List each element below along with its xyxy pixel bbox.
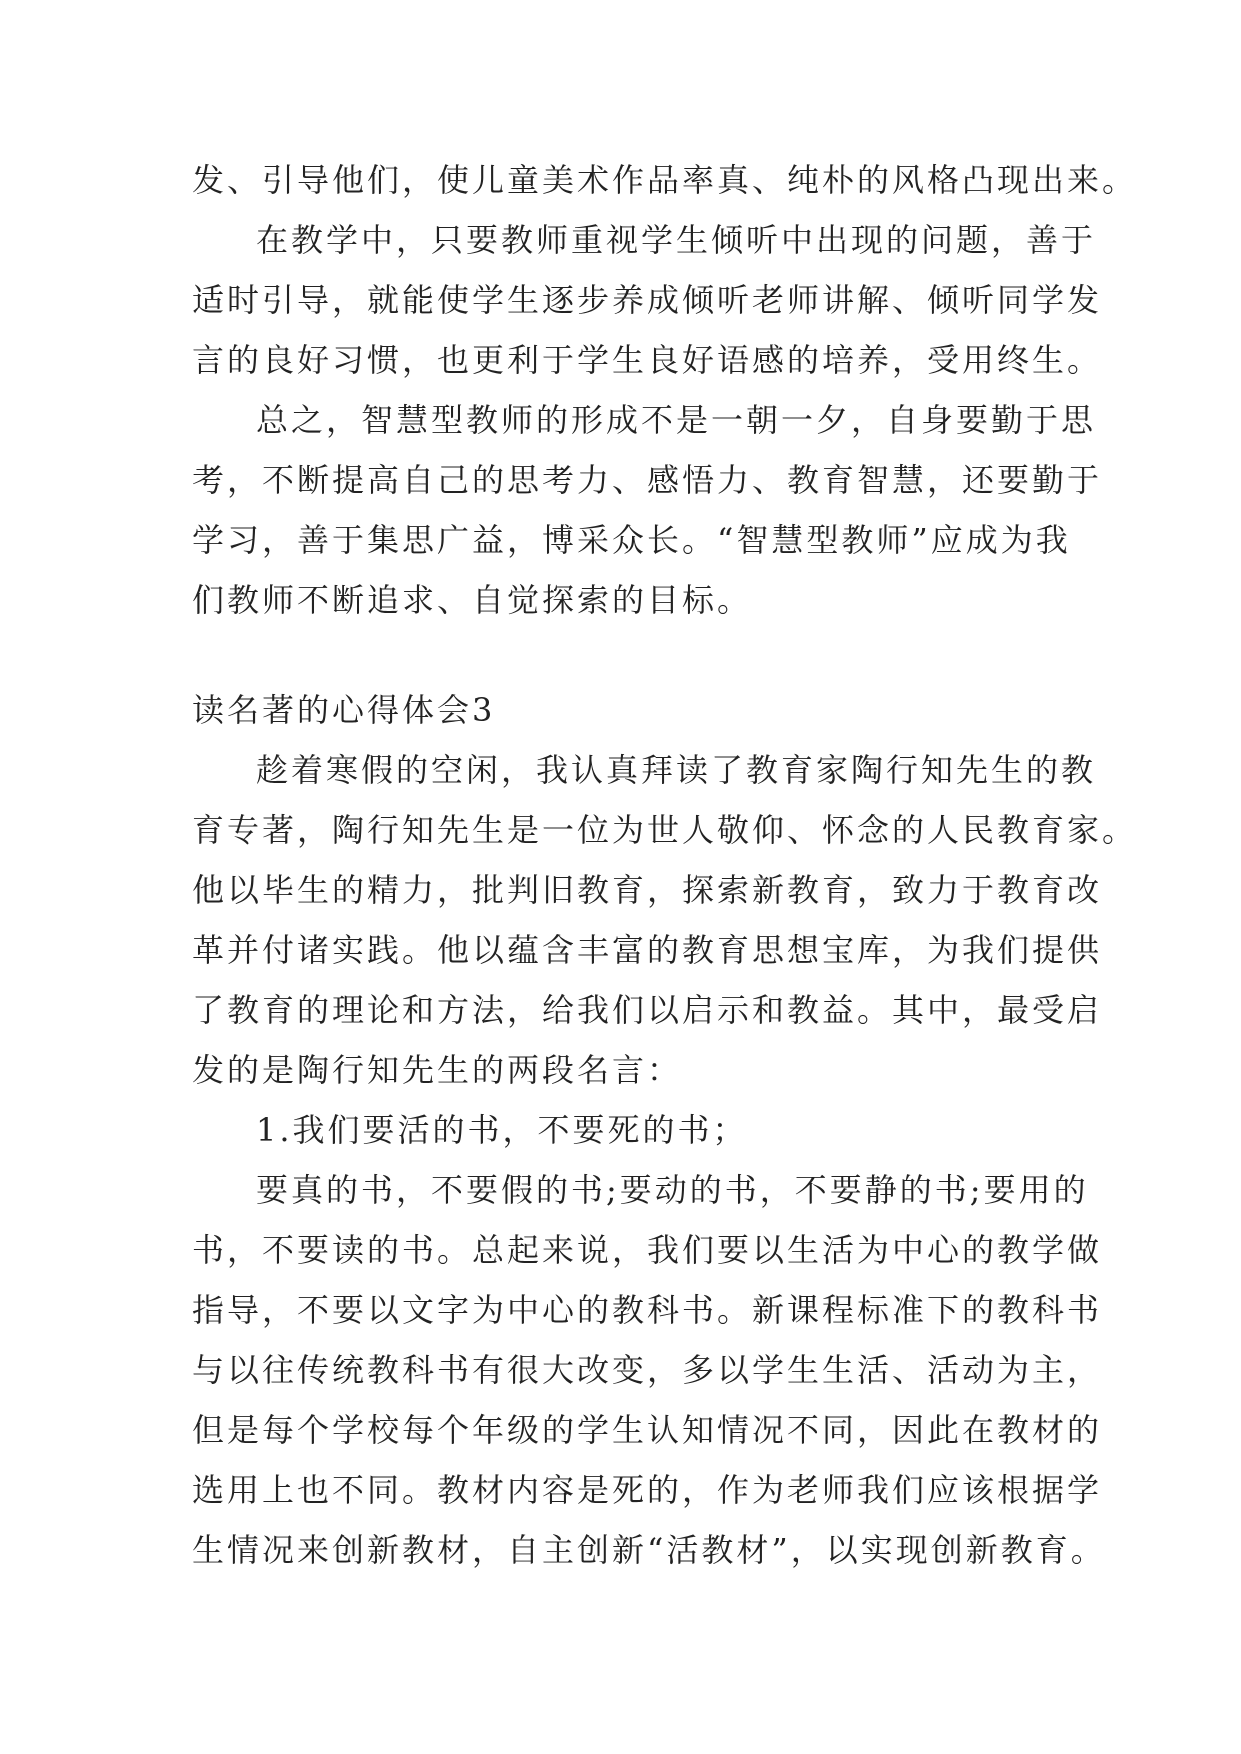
text-line: 与以往传统教科书有很大改变，多以学生生活、活动为主， xyxy=(192,1351,1103,1389)
text-line: 指导，不要以文字为中心的教科书。新课程标准下的教科书 xyxy=(192,1291,1103,1329)
text-line: 他以毕生的精力，批判旧教育，探索新教育，致力于教育改 xyxy=(192,871,1103,909)
numbered-item: 1.我们要活的书，不要死的书； xyxy=(256,1111,748,1149)
text-line: 们教师不断追求、自觉探索的目标。 xyxy=(192,581,753,619)
text-line: 言的良好习惯，也更利于学生良好语感的培养，受用终生。 xyxy=(192,341,1103,379)
text-line: 选用上也不同。教材内容是死的，作为老师我们应该根据学 xyxy=(192,1471,1103,1509)
text-line: 了教育的理论和方法，给我们以启示和教益。其中，最受启 xyxy=(192,991,1103,1029)
text-line: 考，不断提高自己的思考力、感悟力、教育智慧，还要勤于 xyxy=(192,461,1103,499)
text-line: 适时引导，就能使学生逐步养成倾听老师讲解、倾听同学发 xyxy=(192,281,1103,319)
text-line: 书，不要读的书。总起来说，我们要以生活为中心的教学做 xyxy=(192,1231,1103,1269)
section-heading: 读名著的心得体会3 xyxy=(192,691,496,729)
text-line: 育专著，陶行知先生是一位为世人敬仰、怀念的人民教育家。 xyxy=(192,811,1138,849)
text-line: 但是每个学校每个年级的学生认知情况不同，因此在教材的 xyxy=(192,1411,1103,1449)
text-line: 趁着寒假的空闲，我认真拜读了教育家陶行知先生的教 xyxy=(256,751,1097,789)
text-line: 发、引导他们，使儿童美术作品率真、纯朴的风格凸现出来。 xyxy=(192,161,1138,199)
text-line: 发的是陶行知先生的两段名言： xyxy=(192,1051,683,1089)
text-line: 革并付诸实践。他以蕴含丰富的教育思想宝库，为我们提供 xyxy=(192,931,1103,969)
text-line: 生情况来创新教材，自主创新“活教材”，以实现创新教育。 xyxy=(192,1531,1106,1569)
text-line: 在教学中，只要教师重视学生倾听中出现的问题，善于 xyxy=(256,221,1097,259)
text-line: 要真的书，不要假的书;要动的书，不要静的书;要用的 xyxy=(256,1171,1089,1209)
text-line: 学习，善于集思广益，博采众长。“智慧型教师”应成为我 xyxy=(192,521,1071,559)
text-line: 总之，智慧型教师的形成不是一朝一夕，自身要勤于思 xyxy=(256,401,1097,439)
